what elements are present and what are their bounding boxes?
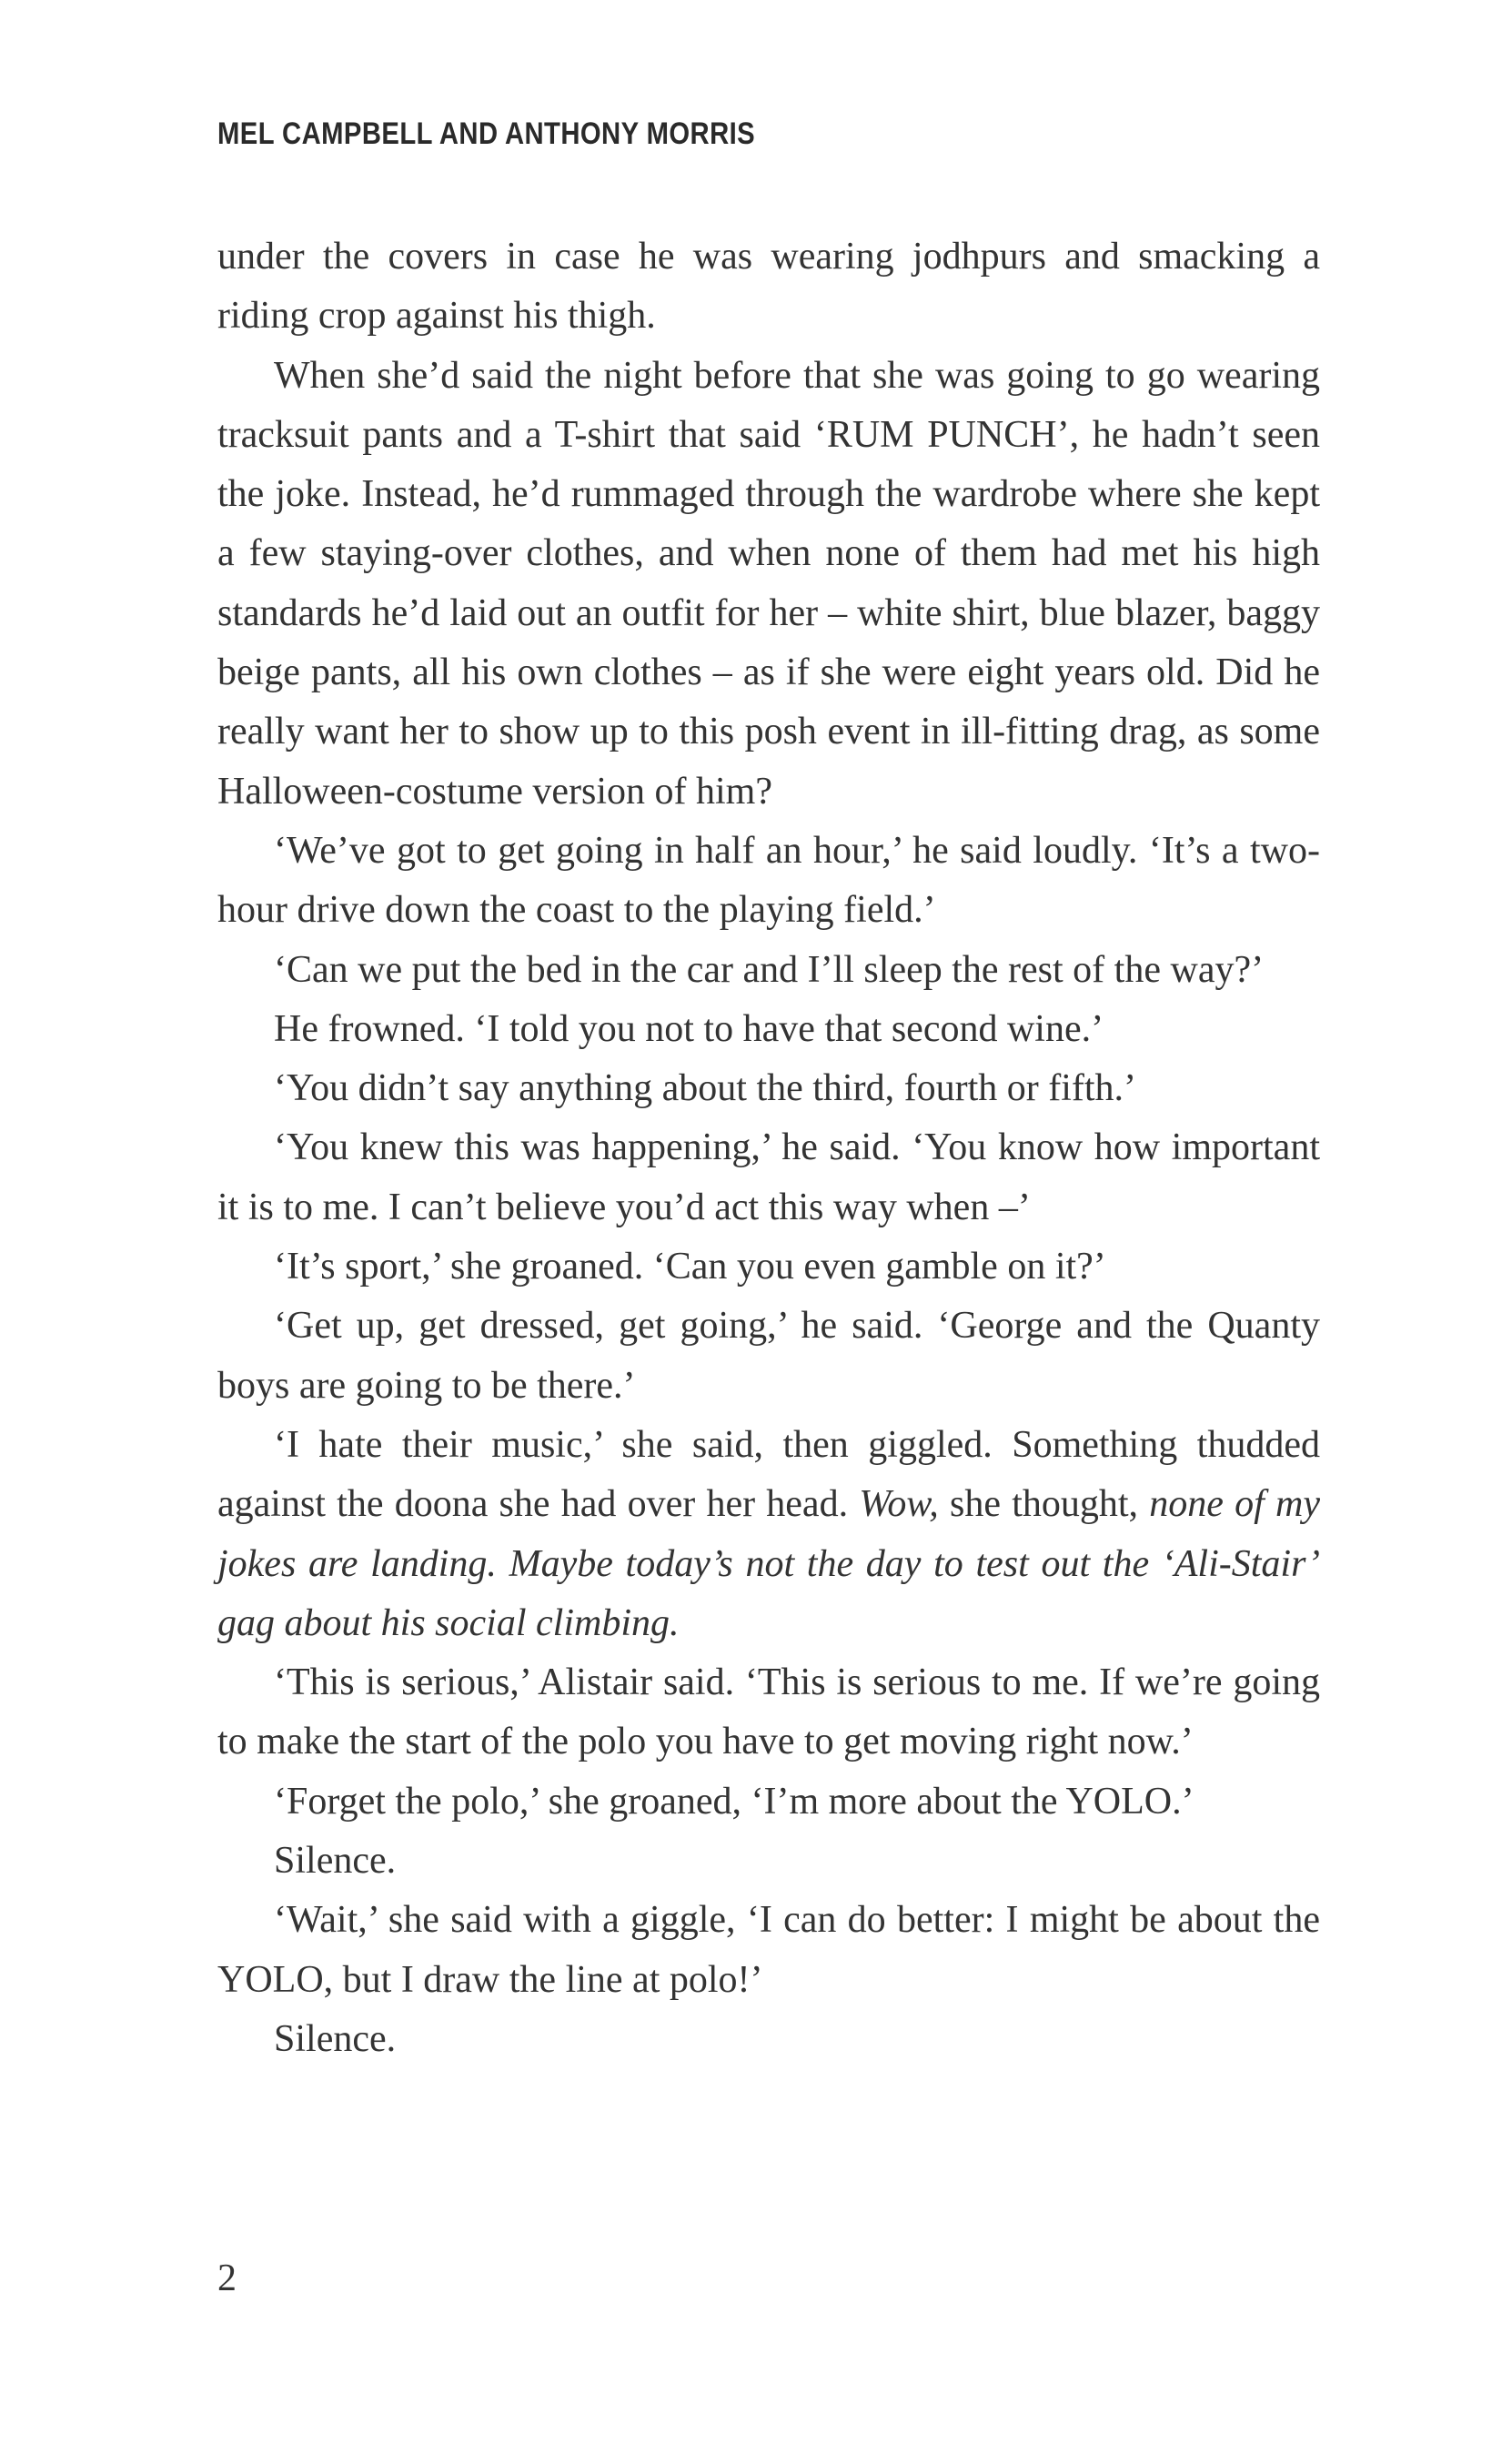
paragraph: ‘This is serious,’ Alistair said. ‘This is serious to me. If we’re going to make the start of the polo you have to get moving right now.’ (217, 1661, 1320, 1763)
paragraph: ‘Forget the polo,’ she groaned, ‘I’m more about the YOLO.’ (274, 1780, 1194, 1823)
paragraph: Silence. (274, 2017, 397, 2060)
italic-thought: Wow, (859, 1483, 939, 1526)
paragraph: ‘It’s sport,’ she groaned. ‘Can you even gamble on it?’ (274, 1246, 1106, 1288)
paragraph: When she’d said the night before that she was going to go wearing tracksuit pants and a T-shirt that said ‘RUM PUNCH’, he hadn’t seen the joke. Instead, he’d rummaged through the wardrobe where she kept a few staying-over clothes, and when none of them had met his high standards he’d laid out an outfit for her – white shirt, blue blazer, baggy beige pants, all his own clothes – as if she were eight years old. Did he really want her to show up to this posh event in ill-fitting drag, as some Halloween-costume version of him? (217, 354, 1320, 813)
paragraph: He frowned. ‘I told you not to have that second wine.’ (274, 1007, 1104, 1050)
paragraph: Silence. (274, 1840, 397, 1883)
paragraph: ‘You knew this was happening,’ he said. ‘You know how important it is to me. I can’t believe you’d act this way when –’ (217, 1126, 1320, 1228)
paragraph: ‘Get up, get dressed, get going,’ he said. ‘George and the Quanty boys are going to be there.’ (217, 1305, 1320, 1407)
paragraph: ‘You didn’t say anything about the third, fourth or fifth.’ (274, 1067, 1137, 1110)
body-text (217, 227, 1320, 2069)
paragraph: ‘Wait,’ she said with a giggle, ‘I can do better: I might be about the YOLO, but I draw the line at polo!’ (217, 1899, 1320, 2001)
paragraph: ‘We’ve got to get going in half an hour,’ he said loudly. ‘It’s a two-hour drive down the coast to the playing field.’ (217, 829, 1320, 932)
paragraph-with-italics (217, 1416, 1320, 1653)
paragraph-text: she thought, (938, 1483, 1150, 1526)
paragraph-text: ‘I hate their music,’ she said, then giggled. Something thudded against the doona she had over her head. (217, 1423, 1320, 1526)
paragraph: ‘Can we put the bed in the car and I’ll sleep the rest of the way?’ (274, 948, 1265, 991)
running-head: MEL CAMPBELL AND ANTHONY MORRIS (217, 116, 756, 151)
paragraph: under the covers in case he was wearing jodhpurs and smacking a riding crop against his thigh. (217, 236, 1320, 338)
page-number: 2 (217, 2257, 237, 2299)
italic-thought: none of my jokes are landing. Maybe today’s not the day to test out the ‘Ali-Stair’ gag about his social climbing. (217, 1483, 1320, 1644)
